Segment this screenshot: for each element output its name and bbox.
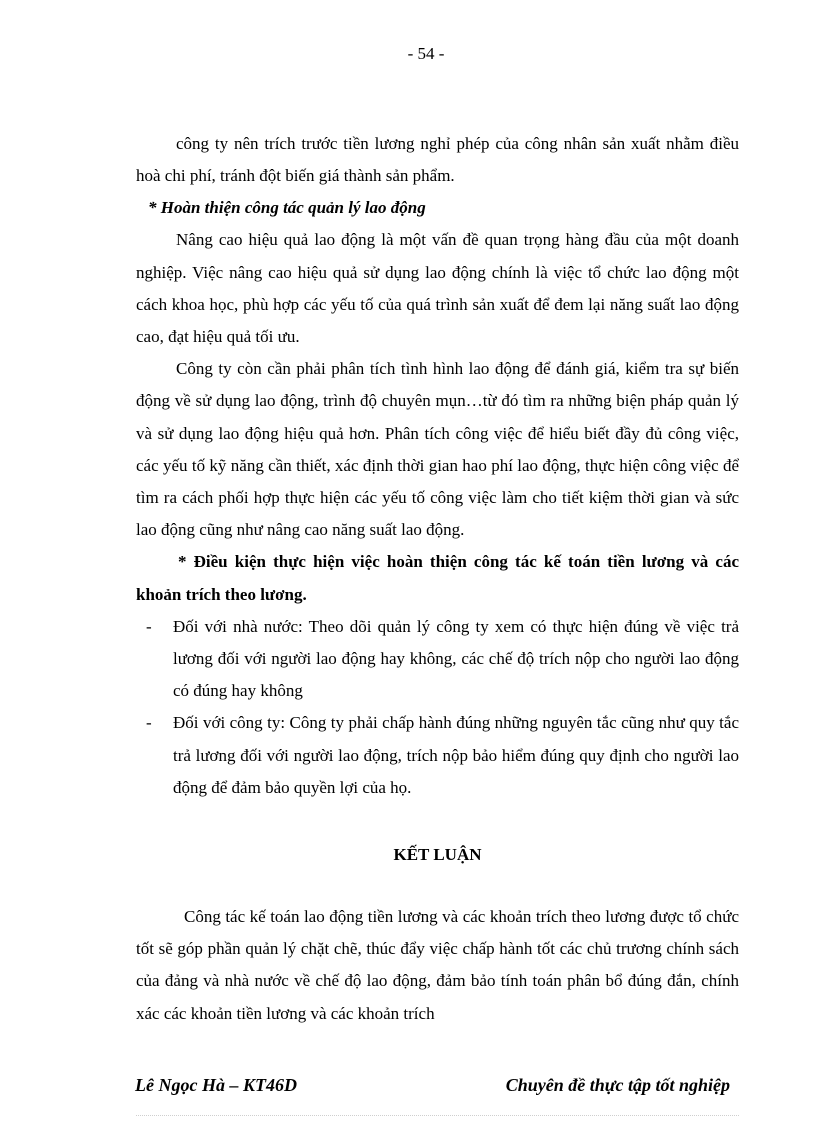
bullet-marker: -: [146, 713, 152, 733]
footer-divider: [136, 1115, 739, 1116]
paragraph-conclusion: Công tác kế toán lao động tiền lương và các khoản trích theo lương được tổ chức tốt sẽ góp phần quản lý chặt chẽ, thúc đẩy việc chấp hành tốt các chủ trương chính sách của đảng và nhà nước về chế độ lao động, đảm bảo tính toán phân bổ đúng đắn, chính xác các khoản tiền lương và các khoản trích: [136, 907, 739, 1023]
bullet-text: Đối với nhà nước: Theo dõi quản lý công ty xem có thực hiện đúng về việc trả lương đối với người lao động hay không, các chế độ trích nộp cho người lao động có đúng hay không: [173, 616, 739, 701]
footer-doc-title: Chuyên đề thực tập tốt nghiệp: [505, 1075, 730, 1095]
heading-conditions: * Điều kiện thực hiện việc hoàn thiện công tác kế toán tiền lương và các khoản trích theo lương.: [136, 552, 739, 604]
bullet-marker: -: [146, 616, 152, 636]
paragraph-labor-efficiency: Nâng cao hiệu quả lao động là một vấn đề quan trọng hàng đầu của một doanh nghiệp. Việc nâng cao hiệu quả sử dụng lao động chính là việc tổ chức lao động một cách khoa học, phù hợp các yếu tố của quá trình sản xuất để đem lại năng suất lao động cao, đạt hiệu quả tối ưu.: [136, 230, 739, 347]
body-section-2: [136, 901, 739, 1030]
bullet-text: Đối với công ty: Công ty phải chấp hành đúng những nguyên tắc cũng như quy tắc trả lương đối với người lao động, trích nộp bảo hiểm đúng quy định cho người lao động để đảm bảo quyền lợi của họ.: [173, 713, 739, 797]
bullet-item-company: [136, 707, 739, 804]
paragraph-continuation: công ty nên trích trước tiền lương nghỉ phép của công nhân sản xuất nhằm điều hoà chi phí, tránh đột biến giá thành sản phẩm.: [136, 134, 739, 186]
footer-author: Lê Ngọc Hà – KT46D: [135, 1075, 297, 1095]
conclusion-title: KẾT LUẬN: [393, 845, 482, 864]
page-number: - 54 -: [407, 44, 445, 63]
paragraph-labor-analysis: Công ty còn cần phải phân tích tình hình lao động để đánh giá, kiểm tra sự biến động về sử dụng lao động, trình độ chuyên mụn…từ đó tìm ra những biện pháp quản lý và sử dụng lao động hiệu quả hơn. Phân tích công việc để hiểu biết đầy đủ công việc, các yếu tố kỹ năng cần thiết, xác định thời gian hao phí lao động, thực hiện công việc để tìm ra cách phối hợp thực hiện các yếu tố công việc làm cho tiết kiệm thời gian và sức lao động cũng như nâng cao năng suất lao động.: [136, 359, 739, 540]
heading-labor-management: * Hoàn thiện công tác quản lý lao động: [148, 198, 426, 218]
bullet-item-state: [136, 611, 739, 708]
body-section-1: [136, 128, 739, 804]
